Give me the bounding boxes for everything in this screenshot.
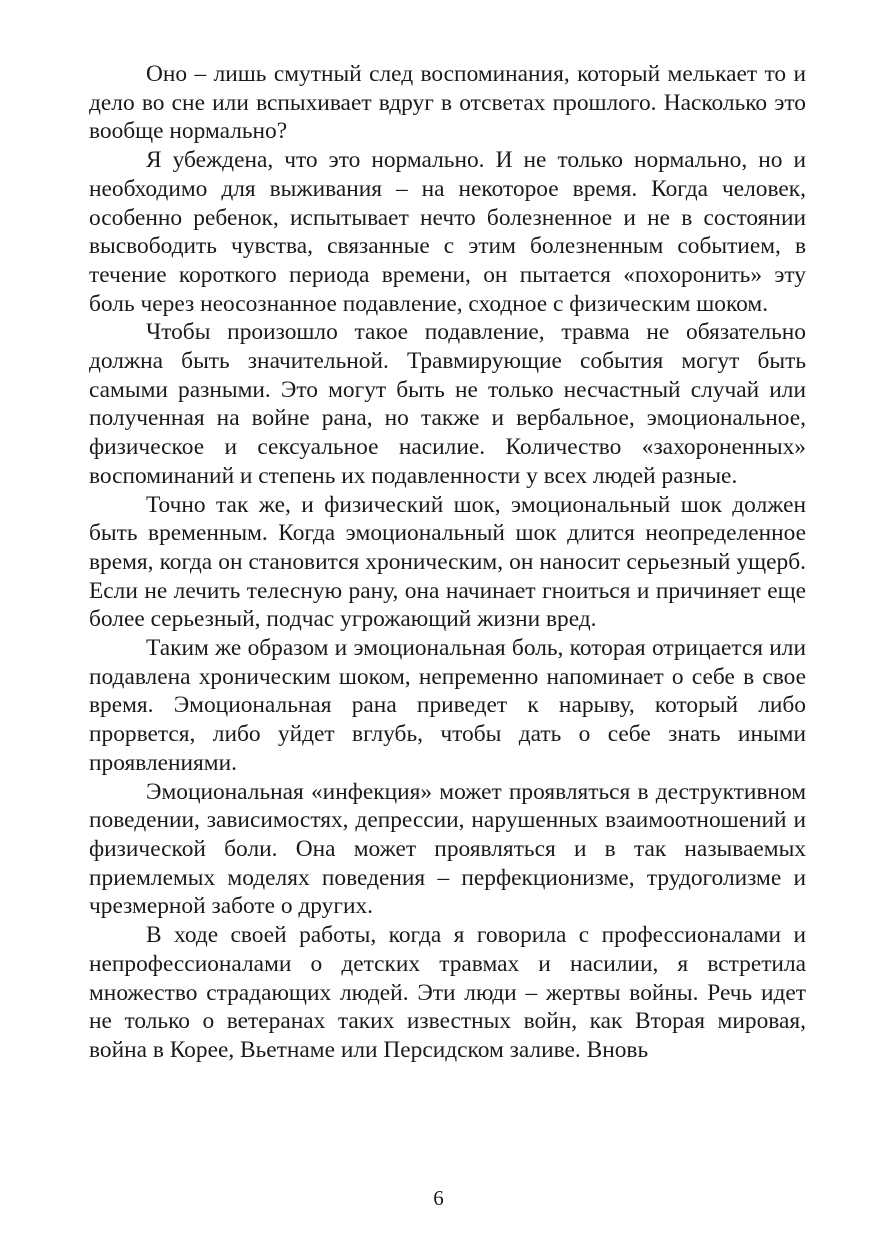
body-text bbox=[89, 60, 806, 1065]
paragraph-2: Я убеждена, что это нормально. И не только нормально, но и необходимо для выживания – на некоторое время. Когда человек, особенно ребенок, испытывает нечто болезненное и не в состоянии высвободить чувства, связанные с этим болезненным событием, в течение короткого периода времени, он пытается «похоронить» эту боль через неосознанное подавление, сходное с физическим шоком. bbox=[89, 147, 806, 317]
paragraph-1: Оно – лишь смутный след воспоминания, который мелькает то и дело во сне или вспыхивает вдруг в отсветах прошлого. Насколько это вообще нормально? bbox=[89, 61, 806, 145]
paragraph-5: Таким же образом и эмоциональная боль, которая отрицается или подавлена хроническим шоком, непременно напоминает о себе в свое время. Эмоциональная рана приведет к нарыву, который либо прорвется, либо уйдет вглубь, чтобы дать о себе знать иными проявлениями. bbox=[89, 635, 806, 776]
paragraph-6: Эмоциональная «инфекция» может проявляться в деструктивном поведении, зависимостях, депрессии, нарушенных взаимоотношений и физической боли. Она может проявляться и в так называемых приемлемых моделях поведения – перфекционизме, трудоголизме и чрезмерной заботе о других. bbox=[89, 778, 806, 920]
page-number: 6 bbox=[433, 1186, 444, 1210]
paragraph-3: Чтобы произошло такое подавление, травма не обязательно должна быть значительной. Травмирующие события могут быть самыми разными. Это могут быть не только несчастный случай или полученная на войне рана, но также и вербальное, эмоциональное, физическое и сексуальное насилие. Количество «захороненных» воспоминаний и степень их подавленности у всех людей разные. bbox=[89, 319, 806, 489]
paragraph-4: Точно так же, и физический шок, эмоциональный шок должен быть временным. Когда эмоциональный шок длится неопределенное время, когда он становится хроническим, он наносит серьезный ущерб. Если не лечить телесную рану, она начинает гноиться и причиняет еще более серьезный, подчас угрожающий жизни вред. bbox=[89, 491, 806, 633]
paragraph-7: В ходе своей работы, когда я говорила с профессионалами и непрофессионалами о детских травмах и насилии, я встретила множество страдающих людей. Эти люди – жертвы войны. Речь идет не только о ветеранах таких известных войн, как Вторая мировая, война в Корее, Вьетнаме или Персидском заливе. Вновь bbox=[89, 922, 806, 1063]
